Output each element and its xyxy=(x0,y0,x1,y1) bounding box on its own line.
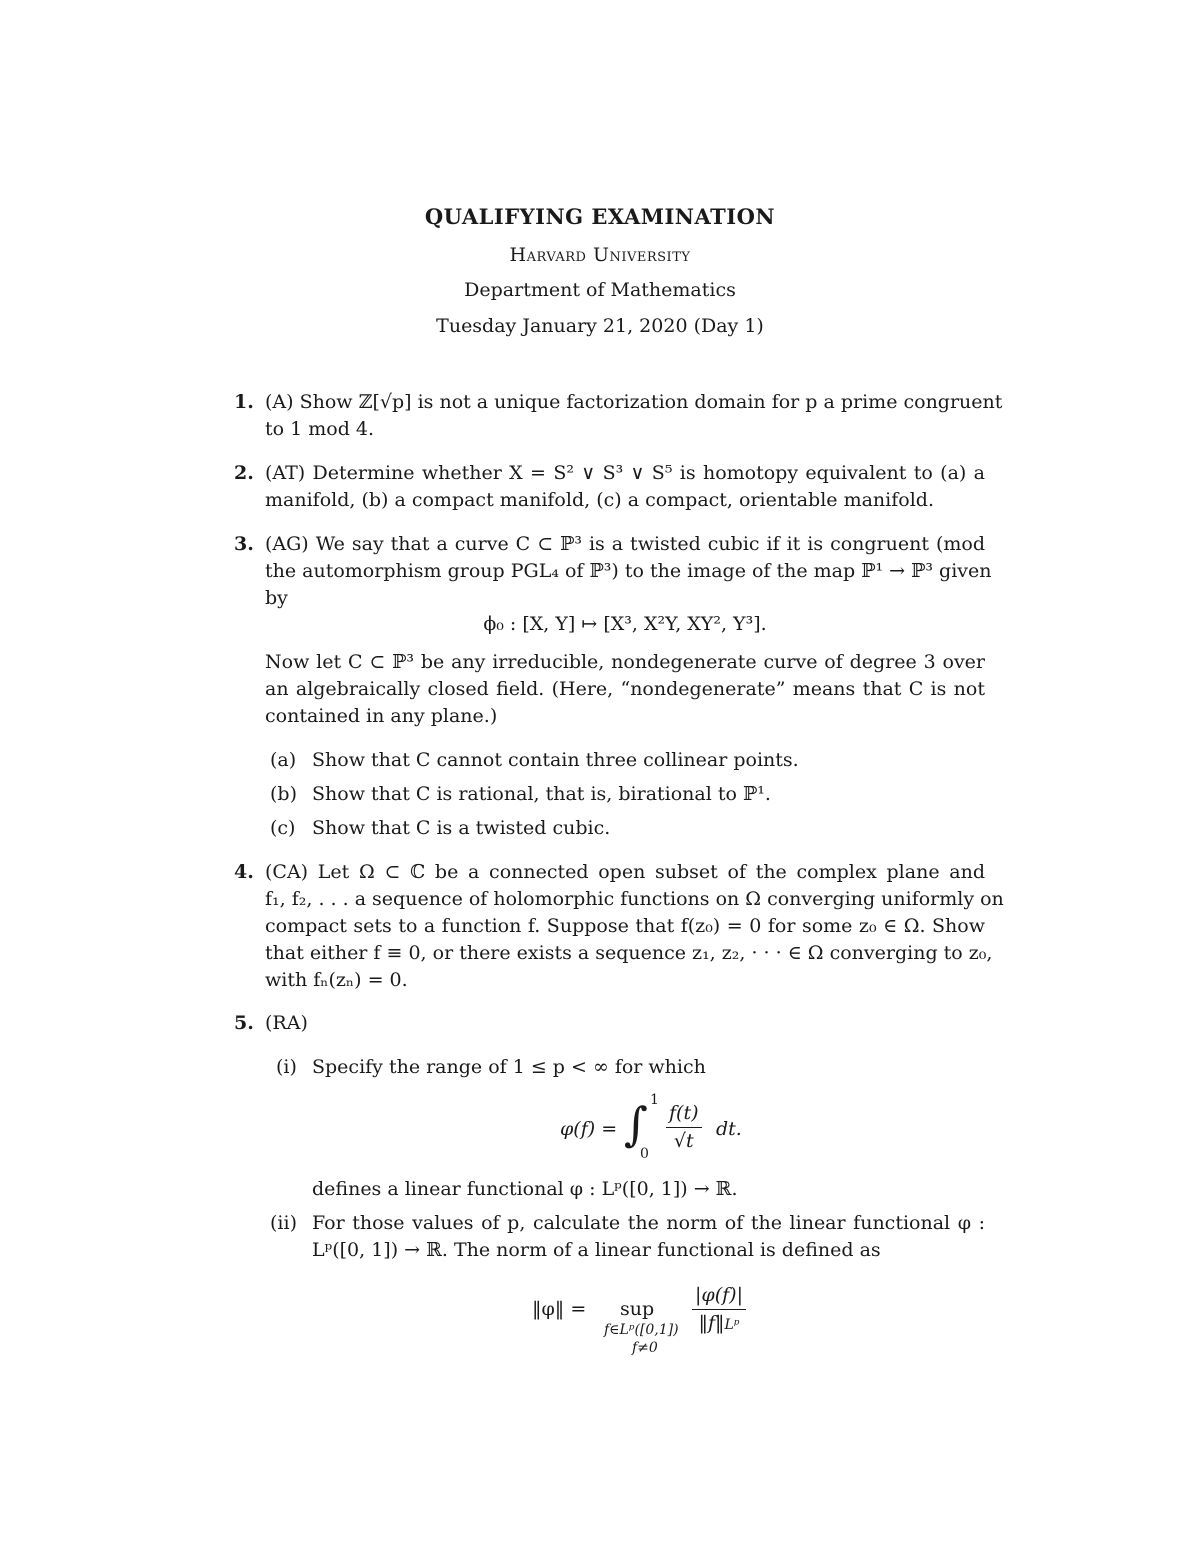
exam-date: Tuesday January 21, 2020 (Day 1) xyxy=(436,315,764,337)
problem-line: (A) Show ℤ[√p] is not a unique factorization domain for p a prime congruent xyxy=(265,391,1003,413)
problem-text xyxy=(265,531,992,612)
problem-line: (AT) Determine whether X = S² ∨ S³ ∨ S⁵ is homotopy equivalent to (a) a xyxy=(265,462,985,484)
fraction-numerator: |φ(f)| xyxy=(692,1282,746,1310)
fraction-numerator: f(t) xyxy=(666,1100,702,1128)
subpart-line: For those values of p, calculate the norm of the linear functional φ : xyxy=(312,1212,985,1234)
problem-line: compact sets to a function f. Suppose that f(z₀) = 0 for some z₀ ∈ Ω. Show xyxy=(265,915,985,937)
problem-number: 5. xyxy=(234,1012,254,1034)
integral-tail: dt. xyxy=(716,1118,742,1140)
problem-line: contained in any plane.) xyxy=(265,705,498,727)
subpart-label: (ii) xyxy=(270,1212,297,1234)
problem-paragraph xyxy=(265,649,985,730)
problem-line: manifold, (b) a compact manifold, (c) a compact, orientable manifold. xyxy=(265,489,934,511)
subpart-text: Show that C cannot contain three collinear points. xyxy=(312,749,799,771)
norm-lhs: ‖φ‖ = xyxy=(532,1298,587,1320)
problem-line: Now let C ⊂ ℙ³ be any irreducible, nondegenerate curve of degree 3 over xyxy=(265,651,985,673)
university-name: Harvard University xyxy=(509,244,691,266)
problem-line: by xyxy=(265,587,288,609)
subpart-text xyxy=(312,1210,985,1264)
problem-line: (RA) xyxy=(265,1012,308,1034)
problem-text xyxy=(265,859,1004,994)
subpart-text: Specify the range of 1 ≤ p < ∞ for which xyxy=(312,1056,706,1078)
problem-line: an algebraically closed field. (Here, “nondegenerate” means that C is not xyxy=(265,678,985,700)
norm-fraction xyxy=(692,1282,746,1337)
department-name: Department of Mathematics xyxy=(464,279,736,301)
integral-upper-limit: 1 xyxy=(650,1092,659,1108)
problem-line: f₁, f₂, . . . a sequence of holomorphic functions on Ω converging uniformly on xyxy=(265,888,1004,910)
fraction-denominator: √t xyxy=(673,1130,694,1152)
integral-sign: ∫ xyxy=(624,1097,648,1151)
problem-text xyxy=(265,1010,985,1037)
problem-text xyxy=(265,389,1003,443)
norm-den: ‖f‖ xyxy=(698,1312,725,1334)
integral-lower-limit: 0 xyxy=(640,1146,649,1162)
problem-number: 4. xyxy=(234,861,254,883)
problem-line: the automorphism group PGL₄ of ℙ³) to the image of the map ℙ¹ → ℙ³ given xyxy=(265,560,992,582)
exam-title: QUALIFYING EXAMINATION xyxy=(424,204,776,229)
subpart-label: (a) xyxy=(270,749,297,771)
subpart-line: Lᵖ([0, 1]) → ℝ. The norm of a linear functional is defined as xyxy=(312,1239,881,1261)
norm-den-subscript: Lᵖ xyxy=(724,1317,740,1333)
sup-operator: sup xyxy=(620,1298,655,1320)
problem-line: that either f ≡ 0, or there exists a sequence z₁, z₂, · · · ∈ Ω converging to z₀, xyxy=(265,942,993,964)
subpart-text: defines a linear functional φ : Lᵖ([0, 1]) → ℝ. xyxy=(312,1178,738,1200)
sup-subscript: f≠0 xyxy=(632,1340,658,1356)
twisted-cubic-map: ϕ₀ : [X, Y] ↦ [X³, X²Y, XY², Y³]. xyxy=(483,613,767,635)
problem-number: 2. xyxy=(234,462,254,484)
subpart-label: (i) xyxy=(276,1056,297,1078)
integrand-fraction xyxy=(666,1100,702,1155)
problem-line: (CA) Let Ω ⊂ ℂ be a connected open subset of the complex plane and xyxy=(265,861,985,883)
subpart-text: Show that C is a twisted cubic. xyxy=(312,817,611,839)
subpart-label: (c) xyxy=(270,817,296,839)
integral-lhs: φ(f) = xyxy=(560,1118,618,1140)
subpart-text: Show that C is rational, that is, birational to ℙ¹. xyxy=(312,783,771,805)
problem-text xyxy=(265,460,985,514)
sup-subscript: f∈Lᵖ([0,1]) xyxy=(604,1322,679,1338)
fraction-denominator xyxy=(692,1310,746,1337)
problem-line: (AG) We say that a curve C ⊂ ℙ³ is a twisted cubic if it is congruent (mod xyxy=(265,533,985,555)
problem-line: to 1 mod 4. xyxy=(265,418,375,440)
problem-number: 3. xyxy=(234,533,254,555)
problem-number: 1. xyxy=(234,391,254,413)
subpart-label: (b) xyxy=(270,783,297,805)
problem-line: with fₙ(zₙ) = 0. xyxy=(265,969,408,991)
